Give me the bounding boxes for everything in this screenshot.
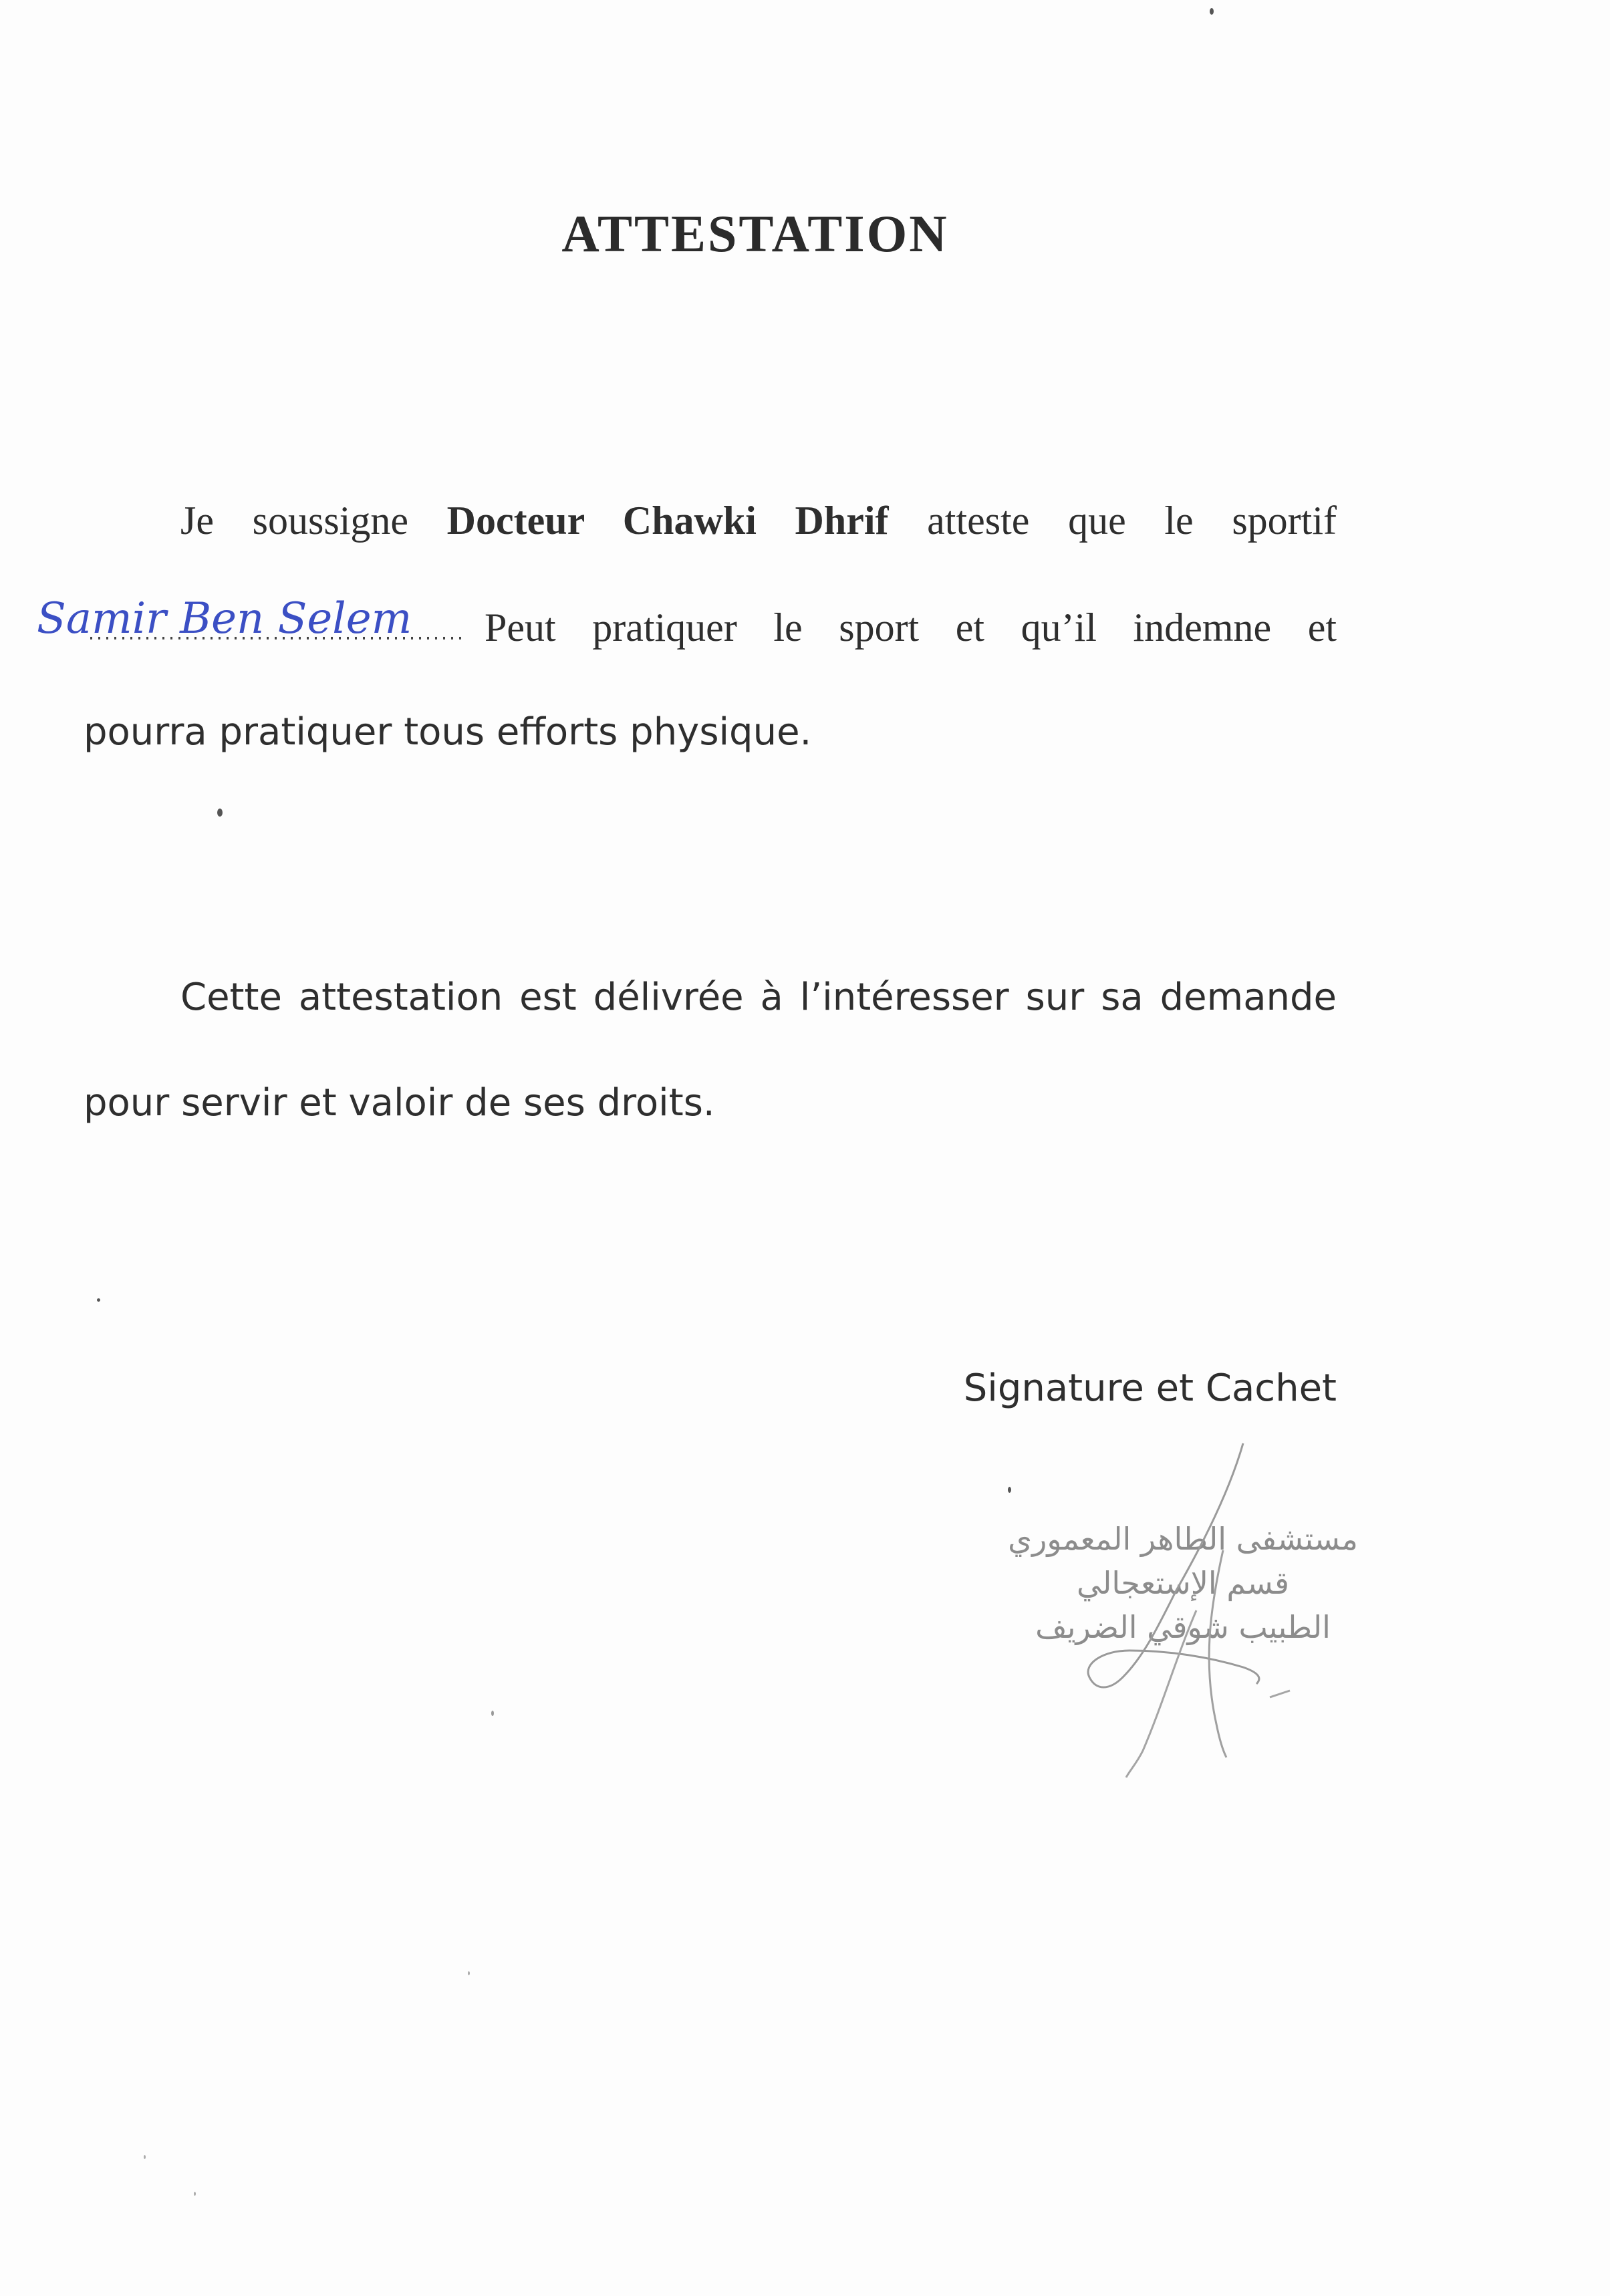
handwritten-name: Samir Ben Selem [37, 598, 412, 643]
handwritten-name-field [37, 598, 464, 645]
line1-lead-text: Je soussigne [180, 498, 447, 543]
paragraph2-line1: Cette attestation est délivrée à l’intéresser sur sa demande [180, 976, 1337, 1019]
scan-speck [217, 809, 223, 817]
paragraph1-line3: pourra pratiquer tous efforts physique. [84, 710, 812, 754]
scan-speck [1008, 1487, 1011, 1493]
scan-speck [491, 1711, 494, 1716]
doctor-name: Docteur Chawki Dhrif [446, 498, 889, 543]
scan-speck [97, 1298, 100, 1302]
scan-speck [144, 2155, 146, 2159]
scan-speck [194, 2192, 196, 2196]
handwritten-name-svg [37, 598, 464, 645]
signature-scribble-icon [1043, 1437, 1323, 1784]
document-title: ATTESTATION [561, 204, 949, 263]
stamp-line1: مستشفى الطاهر المعموري [1008, 1521, 1358, 1557]
paragraph1-line2: Peut pratiquer le sport et qu’il indemne et [485, 605, 1337, 650]
stamp-line3: الطبيب شوقي الضريف [1035, 1609, 1331, 1645]
paragraph1-line1 [180, 498, 1337, 544]
signature-label: Signature et Cachet [963, 1367, 1337, 1410]
paragraph2-line2: pour servir et valoir de ses droits. [84, 1081, 715, 1125]
stamp-line2: قسم الإستعجالي [1077, 1565, 1289, 1601]
scan-speck [1210, 8, 1214, 15]
scan-speck [468, 1971, 470, 1975]
line1-tail-text: atteste que le sportif [888, 498, 1337, 543]
